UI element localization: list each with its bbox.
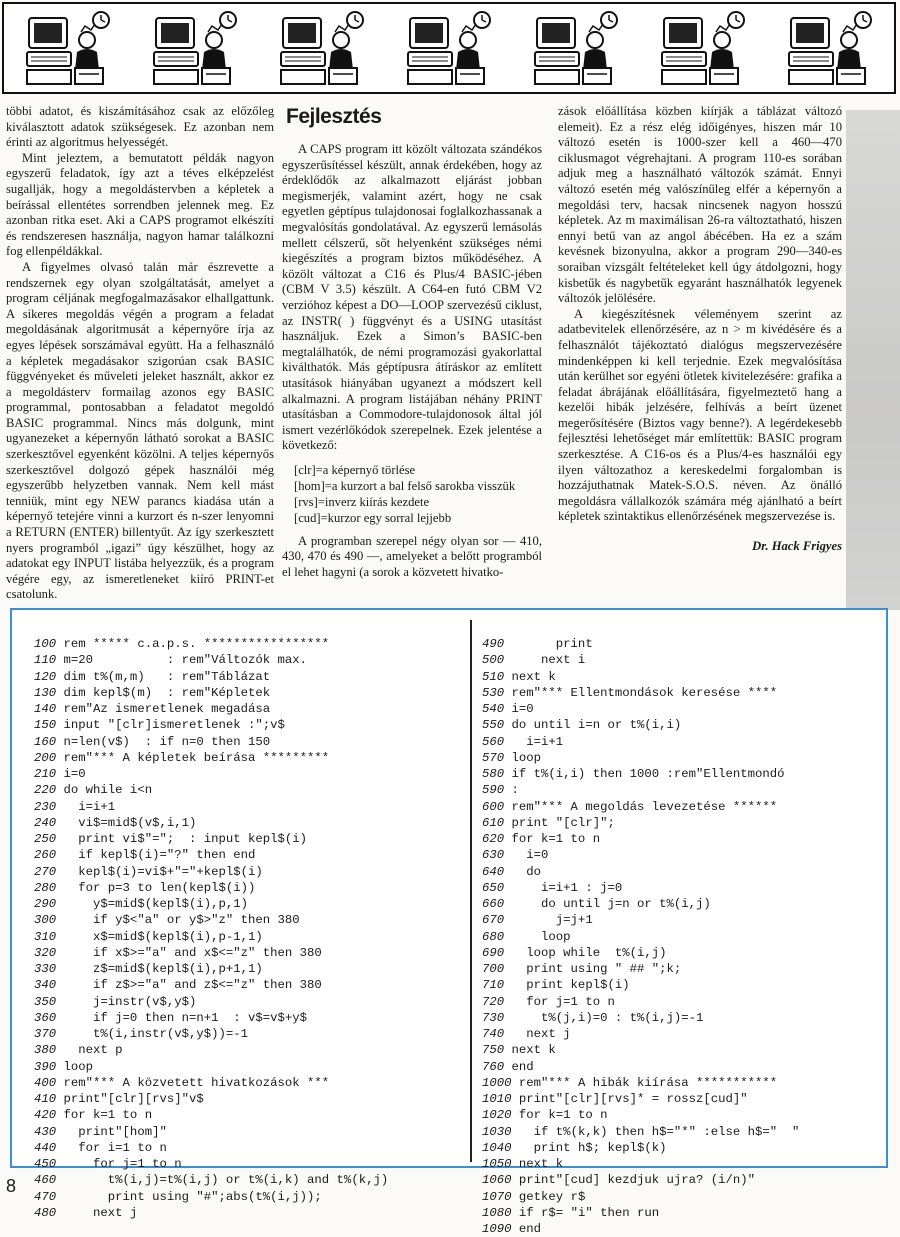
line-number: 140 (34, 702, 57, 716)
code-text: next k (511, 1157, 564, 1171)
line-number: 390 (34, 1059, 57, 1074)
code-line (34, 652, 466, 668)
line-number: 160 (34, 734, 57, 749)
code-line (482, 1172, 882, 1188)
code-line (34, 1075, 466, 1091)
line-number: 450 (34, 1157, 57, 1171)
listing-divider (470, 620, 472, 1162)
code-text: next j (504, 1027, 571, 1041)
line-number: 660 (482, 897, 505, 911)
line-number: 210 (34, 767, 57, 781)
code-text: for j=1 to n (56, 1157, 182, 1171)
code-text: j=j+1 (504, 913, 593, 928)
line-number: 130 (34, 685, 57, 700)
code-text: for k=1 to n (504, 832, 601, 846)
line-number: 530 (482, 685, 505, 700)
line-number: 240 (34, 815, 57, 830)
line-number: 500 (482, 653, 505, 668)
computer-cartoon-icon (152, 8, 238, 88)
code-text: loop (504, 750, 542, 765)
code-text: t%(j,i)=0 : t%(i,j)=-1 (504, 1010, 704, 1025)
code-text: input "[clr]ismeretlenek :";v$ (56, 718, 285, 733)
line-number: 150 (34, 718, 57, 733)
line-number: 620 (482, 832, 505, 846)
code-line (34, 1059, 466, 1075)
code-line (482, 864, 882, 880)
line-number: 650 (482, 880, 505, 895)
line-number: 310 (34, 929, 57, 944)
article-column-2 (282, 104, 542, 581)
computer-cartoon-icon (406, 8, 492, 88)
code-line (34, 717, 466, 733)
code-text: next k (504, 1043, 556, 1058)
article-column-3 (558, 104, 842, 555)
code-text: print using " ## ";k; (504, 962, 682, 976)
side-photo-strip (846, 110, 900, 610)
code-text: print using "#";abs(t%(i,j)); (56, 1189, 322, 1204)
paragraph: többi adatot, és kiszámításához csak az előzőleg kiválasztott adatok szükségesek. Ez azonban nem érinti az algoritmus helyességét. (6, 104, 274, 150)
line-number: 100 (34, 637, 57, 651)
code-text: i=0 (504, 848, 549, 863)
code-text: print "[clr]"; (504, 815, 615, 830)
code-text: for j=1 to n (504, 994, 615, 1009)
paragraph: A figyelmes olvasó talán már észrevette a rendszernek egy olyan szolgáltatását, amelyet a program céljának megfogalmazásakor elhallgattunk. A sikeres megoldás végén a program a feladat megoldásának algoritmusát a képernyőre írja az egyes lépések sorszámával együtt. Ha a felhasználó a képletek megadásakor szigorúan csak BASIC függvényeket és műveleti jeleket használt, akkor ez a megoldásterv formailag azonos egy BASIC programmal, pontosabban a feladatot megoldó BASIC programmal. Nincs más dolgunk, mint ugyanezeket a képernyőn látható sorokat a BASIC szerkesztővel egyenként közölni. A teljes képernyős szerkesztővel dolgozó gépek használói még egyszerűbb helyzetben vannak. Nem kell mást tenniük, mint egy NEW parancs kiadása után a képernyő tetejére vinni a kurzort és n-szer lenyomni a RETURN (ENTER) billentyűt. Az így szerkesztett nyers programból „igazi” úgy készülhet, hogy az adatokat egy INPUT listába helyezzük, és a program végére egy, az ismeretleneket kiíró PRINT-et csatolunk. (6, 259, 274, 602)
code-line (482, 750, 882, 766)
code-text: i=0 (56, 767, 86, 781)
code-line (482, 1042, 882, 1058)
code-text: y$=mid$(kepl$(i),p,1) (56, 897, 249, 911)
code-text: end (504, 1059, 534, 1074)
line-number: 1090 (482, 1222, 512, 1236)
line-number: 290 (34, 897, 57, 911)
control-code-item: [hom]=a kurzort a bal felső sarokba visszük (294, 478, 516, 493)
computer-cartoon-icon (660, 8, 746, 88)
line-number: 600 (482, 799, 505, 814)
code-text: rem"*** A megoldás levezetése ****** (504, 799, 778, 814)
line-number: 560 (482, 734, 505, 749)
paragraph: Mint jeleztem, a bemutatott példák nagyon egyszerű feladatok, így azt a téves elképzelést sugallják, hogy a megoldástervben a képletek a beírással ellentétes sorrendben jelennek meg. Ez azonban ritka eset. Aki a CAPS programot elkészíti és rendszeresen használja, nagyon hamar találkozni fog ellenpéldákkal. (6, 150, 274, 259)
listing-column-left (34, 636, 466, 1221)
code-text: j=instr(v$,y$) (56, 994, 197, 1009)
line-number: 470 (34, 1189, 57, 1204)
line-number: 420 (34, 1108, 57, 1123)
code-text: kepl$(i)=vi$+"="+kepl$(i) (56, 864, 263, 879)
code-text: next j (56, 1205, 138, 1220)
code-line (482, 685, 882, 701)
code-line (34, 1026, 466, 1042)
code-line (34, 669, 466, 685)
code-line (34, 701, 466, 717)
paragraph: zások előállítása közben kiírják a táblázat változó elemeit). Ez a rész elég időigényes, hiszen már 10 változó esetén is 1000-szer kell a 460—470 ciklusmagot végrehajtani. A program 110-es sorában adjuk meg a használható változók számát. Ennyi változó esetén még valószínűleg elfér a képernyőn a megoldási terv, hacsak nincsenek nagyon hosszú képletek. Az m maximálisan 26-ra változtatható, hiszen ennyi betű van az angol ábécében. Ha ez a szám kevésnek bizonyulna, akkor a program 290—340-es soraiban vizsgált feltételeket kell úgy átdolgozni, hogy kisbetűk és nagybetűk egyaránt használhatók legyenek változók jelölésére. (558, 104, 842, 306)
code-text: rem"*** A képletek beírása ********* (56, 750, 330, 765)
line-number: 700 (482, 962, 505, 976)
line-number: 590 (482, 783, 505, 798)
line-number: 1010 (482, 1092, 512, 1106)
code-line (482, 880, 882, 896)
code-line (34, 896, 466, 912)
line-number: 230 (34, 799, 57, 814)
line-number: 380 (34, 1043, 57, 1058)
code-text: m=20 : rem"Változók max. (56, 653, 308, 668)
line-number: 610 (482, 815, 505, 830)
line-number: 740 (482, 1027, 505, 1041)
code-text: next k (504, 669, 556, 684)
code-line (482, 782, 882, 798)
code-text: if kepl$(i)="?" then end (56, 848, 256, 863)
code-line (482, 652, 882, 668)
line-number: 760 (482, 1059, 505, 1074)
code-text: dim kepl$(m) : rem"Képletek (56, 685, 271, 700)
line-number: 270 (34, 864, 57, 879)
code-line (482, 1156, 882, 1172)
code-line (34, 1189, 466, 1205)
code-line (482, 1091, 882, 1107)
code-line (34, 1172, 466, 1188)
code-line (482, 815, 882, 831)
line-number: 570 (482, 750, 505, 765)
code-text: do until j=n or t%(i,j) (504, 897, 711, 911)
code-line (482, 1221, 882, 1237)
code-line (482, 636, 882, 652)
code-line (34, 1010, 466, 1026)
code-text: rem"*** A közvetett hivatkozások *** (56, 1075, 330, 1090)
code-text: t%(i,j)=t%(i,j) or t%(i,k) and t%(k,j) (56, 1173, 389, 1188)
code-line (482, 701, 882, 717)
code-line (34, 1124, 466, 1140)
code-line (482, 929, 882, 945)
code-text: next p (56, 1043, 123, 1058)
code-text: z$=mid$(kepl$(i),p+1,1) (56, 962, 263, 976)
code-line (34, 1091, 466, 1107)
line-number: 640 (482, 864, 505, 879)
code-line (482, 734, 882, 750)
control-code-item: [rvs]=inverz kiírás kezdete (294, 494, 430, 509)
code-text: rem ***** c.a.p.s. ***************** (56, 637, 330, 651)
line-number: 510 (482, 669, 505, 684)
code-line (34, 831, 466, 847)
code-line (482, 847, 882, 863)
line-number: 200 (34, 750, 57, 765)
line-number: 730 (482, 1010, 505, 1025)
line-number: 1020 (482, 1108, 512, 1123)
code-line (482, 1010, 882, 1026)
code-text: print vi$"="; : input kepl$(i) (56, 832, 308, 846)
line-number: 1000 (482, 1075, 512, 1090)
code-line (34, 912, 466, 928)
line-number: 460 (34, 1173, 57, 1188)
code-line (34, 815, 466, 831)
article-column-1 (6, 104, 274, 603)
code-text: do while i<n (56, 783, 153, 798)
line-number: 400 (34, 1075, 57, 1090)
code-text: i=i+1 (504, 734, 564, 749)
line-number: 720 (482, 994, 505, 1009)
computer-cartoon-icon (533, 8, 619, 88)
code-line (482, 831, 882, 847)
code-text: for k=1 to n (511, 1108, 608, 1123)
paragraph: A programban szerepel négy olyan sor — 410, 430, 470 és 490 —, amelyeket a belőtt programból el lehet hagyni (a sorok a közvetett hivatko- (282, 533, 542, 580)
code-line (482, 717, 882, 733)
code-line (482, 1189, 882, 1205)
line-number: 750 (482, 1043, 505, 1058)
code-line (482, 1140, 882, 1156)
line-number: 1070 (482, 1189, 512, 1204)
code-text: if x$>="a" and x$<="z" then 380 (56, 945, 322, 960)
code-line (34, 750, 466, 766)
line-number: 360 (34, 1010, 57, 1025)
code-text: if t%(i,i) then 1000 :rem"Ellentmondó (504, 767, 785, 781)
code-text: print kepl$(i) (504, 978, 630, 993)
code-line (34, 977, 466, 993)
line-number: 690 (482, 945, 505, 960)
line-number: 440 (34, 1140, 57, 1155)
code-line (34, 685, 466, 701)
code-line (34, 945, 466, 961)
line-number: 110 (34, 653, 57, 668)
program-listing-box (10, 608, 888, 1236)
code-text: i=i+1 : j=0 (504, 880, 623, 895)
code-line (482, 1107, 882, 1123)
code-text: end (511, 1222, 542, 1236)
code-line (34, 961, 466, 977)
code-line (34, 799, 466, 815)
line-number: 630 (482, 848, 505, 863)
code-line (34, 880, 466, 896)
code-line (482, 1124, 882, 1140)
line-number: 340 (34, 978, 57, 993)
line-number: 260 (34, 848, 57, 863)
code-line (482, 977, 882, 993)
code-text: print"[clr][rvs]* = rossz[cud]" (511, 1092, 748, 1106)
code-line (34, 1205, 466, 1221)
code-text: print (504, 637, 593, 651)
code-line (482, 961, 882, 977)
line-number: 120 (34, 669, 57, 684)
code-line (482, 945, 882, 961)
code-line (34, 994, 466, 1010)
line-number: 330 (34, 962, 57, 976)
code-text: n=len(v$) : if n=0 then 150 (56, 734, 271, 749)
code-text: rem"*** Ellentmondások keresése **** (504, 685, 778, 700)
line-number: 540 (482, 702, 505, 716)
code-line (34, 864, 466, 880)
line-number: 480 (34, 1205, 57, 1220)
code-line (34, 929, 466, 945)
listing-column-right (482, 636, 882, 1237)
computer-cartoon-icon (25, 8, 111, 88)
code-text: print"[hom]" (56, 1124, 167, 1139)
code-text: i=i+1 (56, 799, 116, 814)
code-text: rem"Az ismeretlenek megadása (56, 702, 271, 716)
code-text: do (504, 864, 542, 879)
code-text: loop (504, 929, 571, 944)
line-number: 710 (482, 978, 505, 993)
code-text: print h$; kepl$(k) (511, 1140, 667, 1155)
code-line (482, 669, 882, 685)
line-number: 1080 (482, 1205, 512, 1220)
line-number: 300 (34, 913, 57, 928)
code-text: if y$<"a" or y$>"z" then 380 (56, 913, 300, 928)
code-text: vi$=mid$(v$,i,1) (56, 815, 197, 830)
code-line (482, 1059, 882, 1075)
line-number: 370 (34, 1027, 57, 1041)
line-number: 220 (34, 783, 57, 798)
control-code-list (294, 462, 542, 526)
paragraph: A CAPS program itt közölt változata szándékos egyszerűsítéssel készült, annak érdekében, hogy az érdeklődők az alkalmazott eljárást jobban megismerjék, valamint azért, hogy ne csak egyetlen géptípus tulajdonosai foglalkozhassanak a megvalósítás gondolatával. Az egyszerű lemásolás mellett célszerű, sőt helyenként szükséges némi kiegészítés a program biztos működéséhez. A közölt változat a C16 és Plus/4 BASIC-jében (CBM V 3.5) készült. A C64-en futó CBM V2 verzióhoz képest a DO—LOOP szervezésű ciklust, az INSTR( ) függvényt és a USING utasítást használjuk. Ezek a Simon’s BASIC-ben megtalálhatók, de némi programozási gyakorlattal kiválthatók. Más géptípusra átíráskor az említett utasítások hiányában ugyanezt a módszert kell alkalmazni. A program listájában néhány PRINT utasításban a Commodore-tulajdonosok által jól ismert vezérlőkódok szerepelnek. Ezek jelentése a következő: (282, 142, 542, 453)
code-text: for k=1 to n (56, 1108, 153, 1123)
code-line (482, 912, 882, 928)
code-text: for i=1 to n (56, 1140, 167, 1155)
code-text: if z$>="a" and z$<="z" then 380 (56, 978, 322, 993)
code-line (482, 1026, 882, 1042)
line-number: 320 (34, 945, 57, 960)
code-line (34, 1107, 466, 1123)
code-line (482, 896, 882, 912)
code-text: if r$= "i" then run (511, 1205, 660, 1220)
code-text: if j=0 then n=n+1 : v$=v$+y$ (56, 1010, 308, 1025)
code-text: print"[cud] kezdjuk ujra? (i/n)" (511, 1173, 756, 1188)
line-number: 280 (34, 880, 57, 895)
code-line (34, 1156, 466, 1172)
code-text: getkey r$ (511, 1189, 586, 1204)
code-line (482, 766, 882, 782)
code-text: : (504, 783, 519, 798)
code-line (482, 1075, 882, 1091)
code-line (482, 799, 882, 815)
code-text: do until i=n or t%(i,i) (504, 718, 682, 733)
code-line (34, 782, 466, 798)
computer-cartoon-icon (279, 8, 365, 88)
code-text: rem"*** A hibák kiírása *********** (511, 1075, 778, 1090)
control-code-item: [cud]=kurzor egy sorral lejjebb (294, 510, 452, 525)
code-text: loop while t%(i,j) (504, 945, 667, 960)
code-text: t%(i,instr(v$,y$))=-1 (56, 1027, 249, 1041)
line-number: 250 (34, 832, 57, 846)
line-number: 490 (482, 637, 505, 651)
code-line (482, 994, 882, 1010)
code-text: dim t%(m,m) : rem"Táblázat (56, 669, 271, 684)
code-text: x$=mid$(kepl$(i),p-1,1) (56, 929, 263, 944)
code-line (34, 636, 466, 652)
section-heading: Fejlesztés (286, 105, 382, 128)
page-number: 8 (6, 1176, 17, 1196)
line-number: 1030 (482, 1124, 512, 1139)
code-text: for p=3 to len(kepl$(i)) (56, 880, 256, 895)
line-number: 680 (482, 929, 505, 944)
control-code-item: [clr]=a képernyő törlése (294, 462, 416, 477)
line-number: 1050 (482, 1157, 512, 1171)
line-number: 350 (34, 994, 57, 1009)
code-line (34, 766, 466, 782)
paragraph: A kiegészítésnek véleményem szerint az adatbevitelek ellenőrzésére, az n > m kivédésére és a felhasználót tájékoztató dialógus megszervezésére mindenképpen ki kell terjednie. Ezek megvalósítása után kerülhet sor egyéni ötletek kivitelezésére: grafika a feladat ábrájának előállítására, figyelmeztető hang a kezelői hibák jelzésére, felhívás a beírt üzenet megerősítésére (Biztos vagy benne?). A legérdekesebb fejlesztési lehetőséget már említettük: BASIC program szerkesztése. A C16-os és a Plus/4-es használói egy ilyen változathoz a kereskedelmi forgalomban is hozzájuthatnak Matek-S.O.S. néven. Az önálló megoldásra vállalkozók számára még ajánlható a beírt képletek szintaktikus ellenőrzésének megszervezése is. (558, 306, 842, 524)
author-signature: Dr. Hack Frigyes (752, 539, 842, 554)
computer-cartoon-icon (787, 8, 873, 88)
code-line (34, 1042, 466, 1058)
code-line (482, 1205, 882, 1221)
line-number: 1060 (482, 1173, 512, 1188)
line-number: 1040 (482, 1140, 512, 1155)
code-text: loop (56, 1059, 94, 1074)
code-line (34, 847, 466, 863)
code-text: print"[clr][rvs]"v$ (56, 1092, 204, 1106)
code-text: next i (504, 653, 586, 668)
code-text: i=0 (504, 702, 534, 716)
header-banner (2, 2, 896, 94)
code-text: if t%(k,k) then h$="*" :else h$=" " (511, 1124, 800, 1139)
line-number: 670 (482, 913, 505, 928)
line-number: 430 (34, 1124, 57, 1139)
line-number: 410 (34, 1092, 57, 1106)
line-number: 580 (482, 767, 505, 781)
code-line (34, 734, 466, 750)
code-line (34, 1140, 466, 1156)
line-number: 550 (482, 718, 505, 733)
